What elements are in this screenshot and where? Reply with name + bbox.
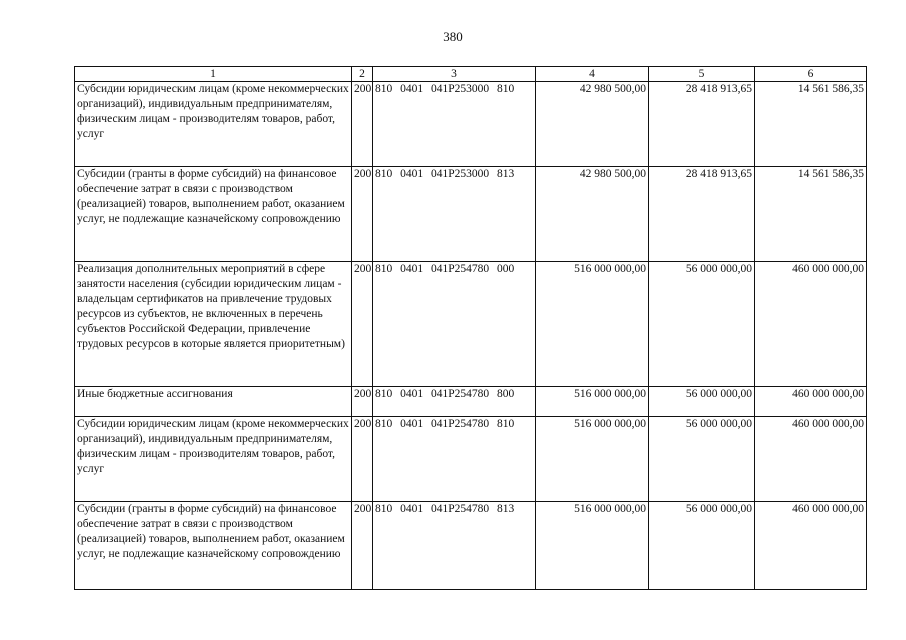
row-amount-col6: 14 561 586,35 xyxy=(755,167,867,262)
row-code: 200 xyxy=(352,82,373,167)
table-row xyxy=(75,502,867,590)
row-description: Субсидии юридическим лицам (кроме некоммерческих организаций), индивидуальным предпринимателям, физическим лицам - производителям товаров, работ, услуг xyxy=(75,417,352,502)
column-header: 4 xyxy=(536,67,649,82)
row-code: 200 xyxy=(352,417,373,502)
table-row xyxy=(75,262,867,387)
column-header: 1 xyxy=(75,67,352,82)
row-description: Субсидии (гранты в форме субсидий) на финансовое обеспечение затрат в связи с производством (реализацией) товаров, выполнением работ, оказанием услуг, не подлежащие казначейскому сопровождению xyxy=(75,502,352,590)
row-amount-col4: 516 000 000,00 xyxy=(536,417,649,502)
row-amount-col5: 56 000 000,00 xyxy=(649,262,755,387)
row-code: 200 xyxy=(352,502,373,590)
row-classification: 810 0401 041P253000 813 xyxy=(373,167,536,262)
row-amount-col4: 42 980 500,00 xyxy=(536,82,649,167)
row-amount-col6: 460 000 000,00 xyxy=(755,387,867,417)
table-row xyxy=(75,387,867,417)
table-row xyxy=(75,82,867,167)
row-amount-col4: 42 980 500,00 xyxy=(536,167,649,262)
row-amount-col5: 56 000 000,00 xyxy=(649,417,755,502)
row-amount-col4: 516 000 000,00 xyxy=(536,262,649,387)
row-amount-col5: 56 000 000,00 xyxy=(649,502,755,590)
column-header: 6 xyxy=(755,67,867,82)
row-classification: 810 0401 041P254780 000 xyxy=(373,262,536,387)
page-number: 380 xyxy=(443,29,463,44)
row-code: 200 xyxy=(352,387,373,417)
table-row xyxy=(75,417,867,502)
row-amount-col5: 28 418 913,65 xyxy=(649,82,755,167)
row-amount-col6: 14 561 586,35 xyxy=(755,82,867,167)
row-classification: 810 0401 041P254780 810 xyxy=(373,417,536,502)
column-header: 2 xyxy=(352,67,373,82)
row-amount-col6: 460 000 000,00 xyxy=(755,417,867,502)
row-description: Реализация дополнительных мероприятий в сфере занятости населения (субсидии юридическим лицам - владельцам сертификатов на привлечение трудовых ресурсов из субъектов, не включенных в перечень субъектов Российской Федерации, привлечение трудовых ресурсов в которые является приоритетным) xyxy=(75,262,352,387)
budget-table xyxy=(74,66,867,590)
table-row xyxy=(75,167,867,262)
row-code: 200 xyxy=(352,167,373,262)
row-amount-col6: 460 000 000,00 xyxy=(755,502,867,590)
row-amount-col4: 516 000 000,00 xyxy=(536,387,649,417)
column-header: 5 xyxy=(649,67,755,82)
row-code: 200 xyxy=(352,262,373,387)
table-header-row xyxy=(75,67,867,82)
row-amount-col4: 516 000 000,00 xyxy=(536,502,649,590)
row-description: Субсидии юридическим лицам (кроме некоммерческих организаций), индивидуальным предпринимателям, физическим лицам - производителям товаров, работ, услуг xyxy=(75,82,352,167)
row-description: Субсидии (гранты в форме субсидий) на финансовое обеспечение затрат в связи с производством (реализацией) товаров, выполнением работ, оказанием услуг, не подлежащие казначейскому сопровождению xyxy=(75,167,352,262)
row-classification: 810 0401 041P254780 800 xyxy=(373,387,536,417)
row-classification: 810 0401 041P254780 813 xyxy=(373,502,536,590)
column-header: 3 xyxy=(373,67,536,82)
row-classification: 810 0401 041P253000 810 xyxy=(373,82,536,167)
row-amount-col6: 460 000 000,00 xyxy=(755,262,867,387)
row-amount-col5: 28 418 913,65 xyxy=(649,167,755,262)
row-description: Иные бюджетные ассигнования xyxy=(75,387,352,417)
row-amount-col5: 56 000 000,00 xyxy=(649,387,755,417)
